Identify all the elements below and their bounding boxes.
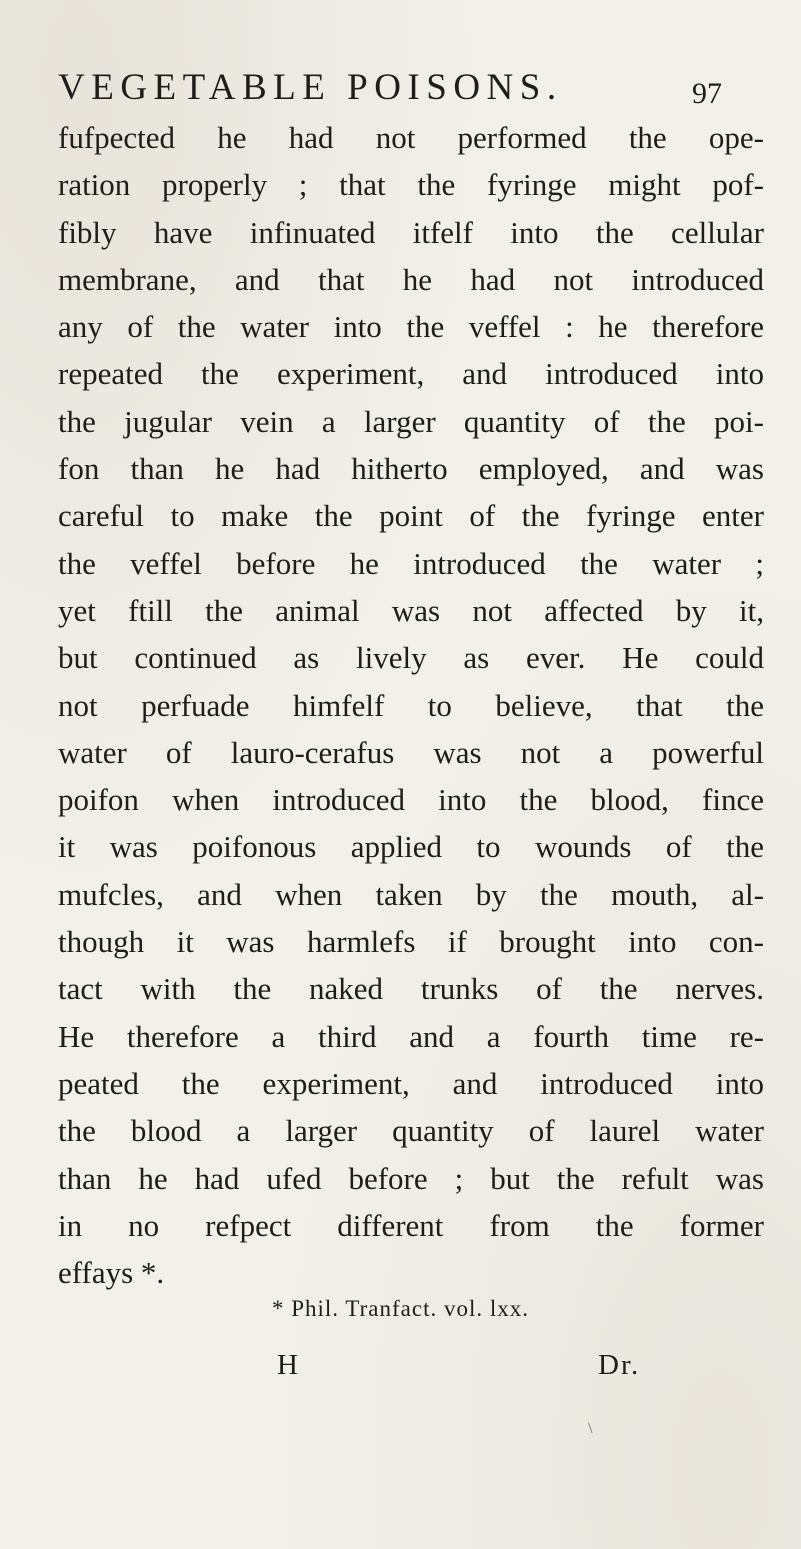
- text-line: in no refpect different from the former: [58, 1207, 764, 1243]
- text-line: fufpected he had not performed the ope-: [58, 120, 764, 155]
- text-line: not perfuade himfelf to believe, that the: [58, 687, 764, 723]
- page-number: 97: [692, 77, 722, 110]
- text-line: careful to make the point of the fyringe enter: [58, 498, 764, 534]
- text-line: but continued as lively as ever. He could: [58, 640, 764, 676]
- text-line: though it was harmlefs if brought into con-: [58, 924, 764, 960]
- text-line: mufcles, and when taken by the mouth, al-: [58, 876, 764, 912]
- text-line: any of the water into the veffel : he therefore: [58, 309, 764, 345]
- body-text: [58, 114, 764, 1296]
- text-line: effays *.: [58, 1255, 165, 1291]
- signature-mark: H: [277, 1349, 298, 1381]
- text-line: the veffel before he introduced the water ;: [58, 545, 764, 581]
- text-line: the blood a larger quantity of laurel water: [58, 1113, 764, 1149]
- text-line: membrane, and that he had not introduced: [58, 261, 764, 297]
- text-line: He therefore a third and a fourth time re-: [58, 1018, 764, 1054]
- text-line: ration properly ; that the fyringe might pof-: [58, 167, 764, 203]
- text-line: tact with the naked trunks of the nerves.: [58, 971, 764, 1007]
- text-line: fon than he had hitherto employed, and was: [58, 451, 764, 487]
- text-line: fibly have infinuated itfelf into the cellular: [58, 214, 764, 250]
- text-line: water of lauro-cerafus was not a powerful: [58, 734, 764, 770]
- text-line: than he had ufed before ; but the refult was: [58, 1160, 764, 1196]
- footnote: * Phil. Tranfact. vol. lxx.: [271, 1296, 529, 1321]
- text-line: yet ftill the animal was not affected by it,: [58, 592, 764, 628]
- catchword: Dr.: [598, 1349, 641, 1381]
- text-line: peated the experiment, and introduced into: [58, 1065, 764, 1101]
- text-line: the jugular vein a larger quantity of the poi-: [58, 403, 764, 439]
- stray-mark: \: [588, 1420, 593, 1437]
- text-line: repeated the experiment, and introduced into: [58, 356, 764, 392]
- text-line: poifon when introduced into the blood, fince: [58, 782, 764, 818]
- running-head: VEGETABLE POISONS.: [58, 67, 563, 108]
- text-line: it was poifonous applied to wounds of the: [58, 829, 764, 865]
